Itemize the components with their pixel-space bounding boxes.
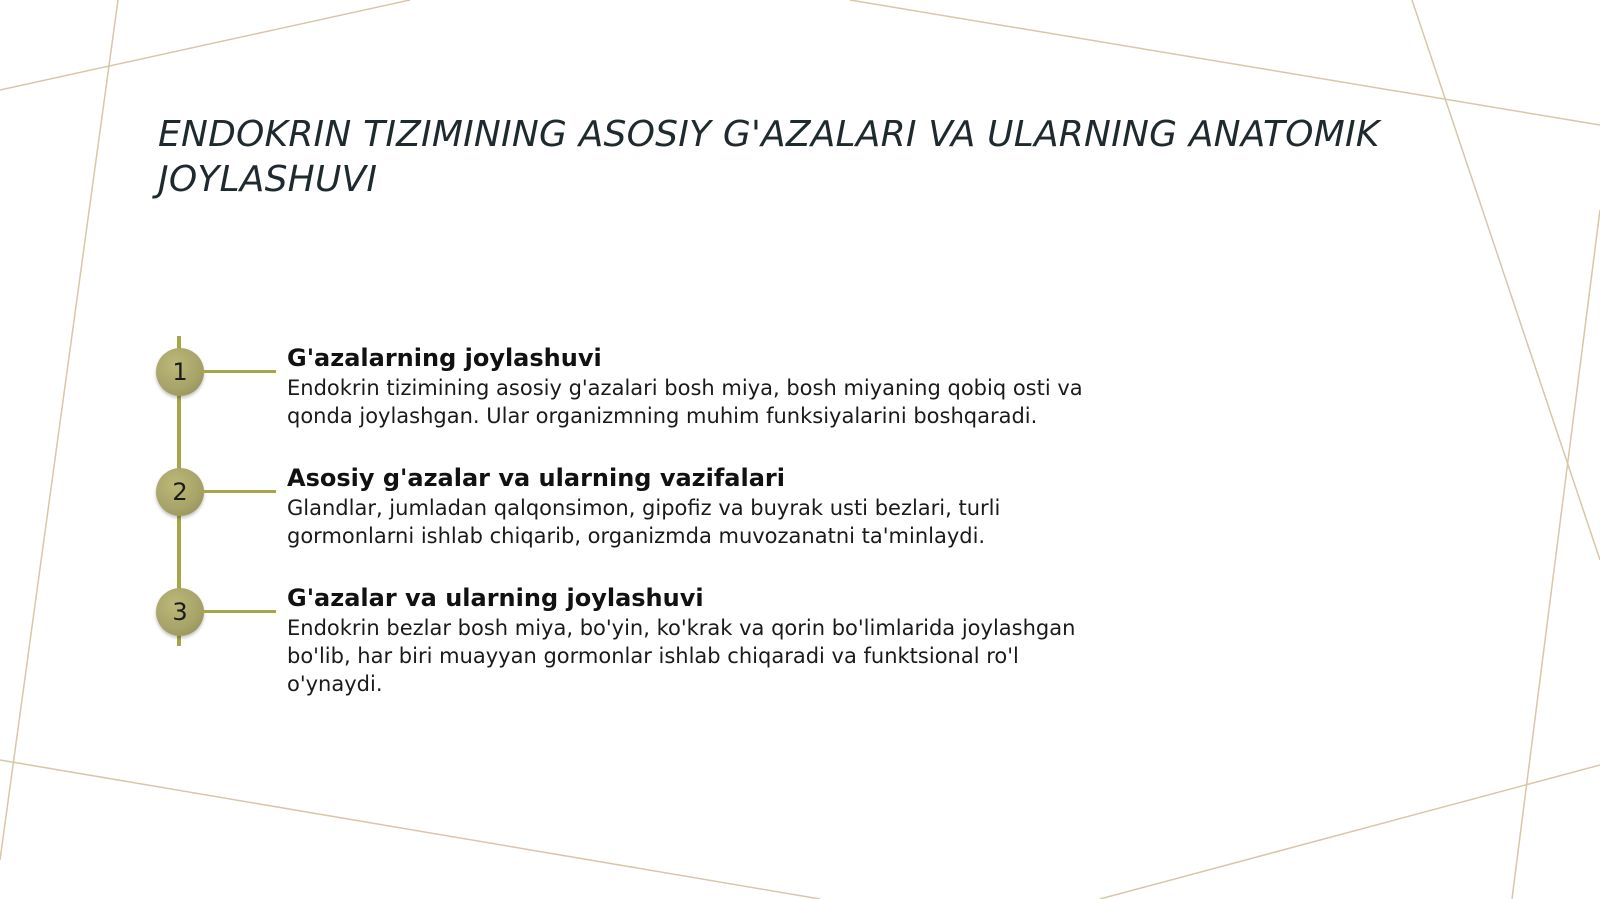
timeline-number: 3 xyxy=(172,598,188,626)
timeline-heading: G'azalarning joylashuvi xyxy=(287,344,602,372)
deco-line xyxy=(1512,210,1600,899)
timeline-connector xyxy=(202,370,276,373)
slide-title: ENDOKRIN TIZIMINING ASOSIY G'AZALARI VA ULARNING ANATOMIK JOYLASHUVI xyxy=(158,114,1380,200)
timeline-marker xyxy=(156,348,204,396)
deco-line xyxy=(1100,765,1600,899)
deco-line xyxy=(1412,0,1600,560)
timeline-text xyxy=(287,462,1087,550)
timeline-body: Endokrin bezlar bosh miya, bo'yin, ko'krak va qorin bo'limlarida joylashgan bo'lib, har biri muayyan gormonlar ishlab chiqaradi va funktsional ro'l o'ynaydi. xyxy=(287,616,1076,696)
timeline-number: 1 xyxy=(172,358,188,386)
timeline-text xyxy=(287,342,1087,430)
timeline-heading: Asosiy g'azalar va ularning vazifalari xyxy=(287,464,785,492)
timeline-marker xyxy=(156,468,204,516)
timeline-marker xyxy=(156,588,204,636)
timeline-connector xyxy=(202,610,276,613)
timeline-number: 2 xyxy=(172,478,188,506)
deco-line xyxy=(0,0,410,90)
timeline-heading: G'azalar va ularning joylashuvi xyxy=(287,584,704,612)
deco-line xyxy=(0,760,820,899)
timeline-text xyxy=(287,582,1087,698)
timeline-connector xyxy=(202,490,276,493)
deco-line xyxy=(850,0,1600,125)
deco-line xyxy=(0,0,118,860)
timeline-body: Glandlar, jumladan qalqonsimon, gipofiz va buyrak usti bezlari, turli gormonlarni ishlab chiqarib, organizmda muvozanatni ta'minlaydi. xyxy=(287,496,1001,548)
timeline-body: Endokrin tizimining asosiy g'azalari bosh miya, bosh miyaning qobiq osti va qonda joylashgan. Ular organizmning muhim funksiyalarini boshqaradi. xyxy=(287,376,1083,428)
